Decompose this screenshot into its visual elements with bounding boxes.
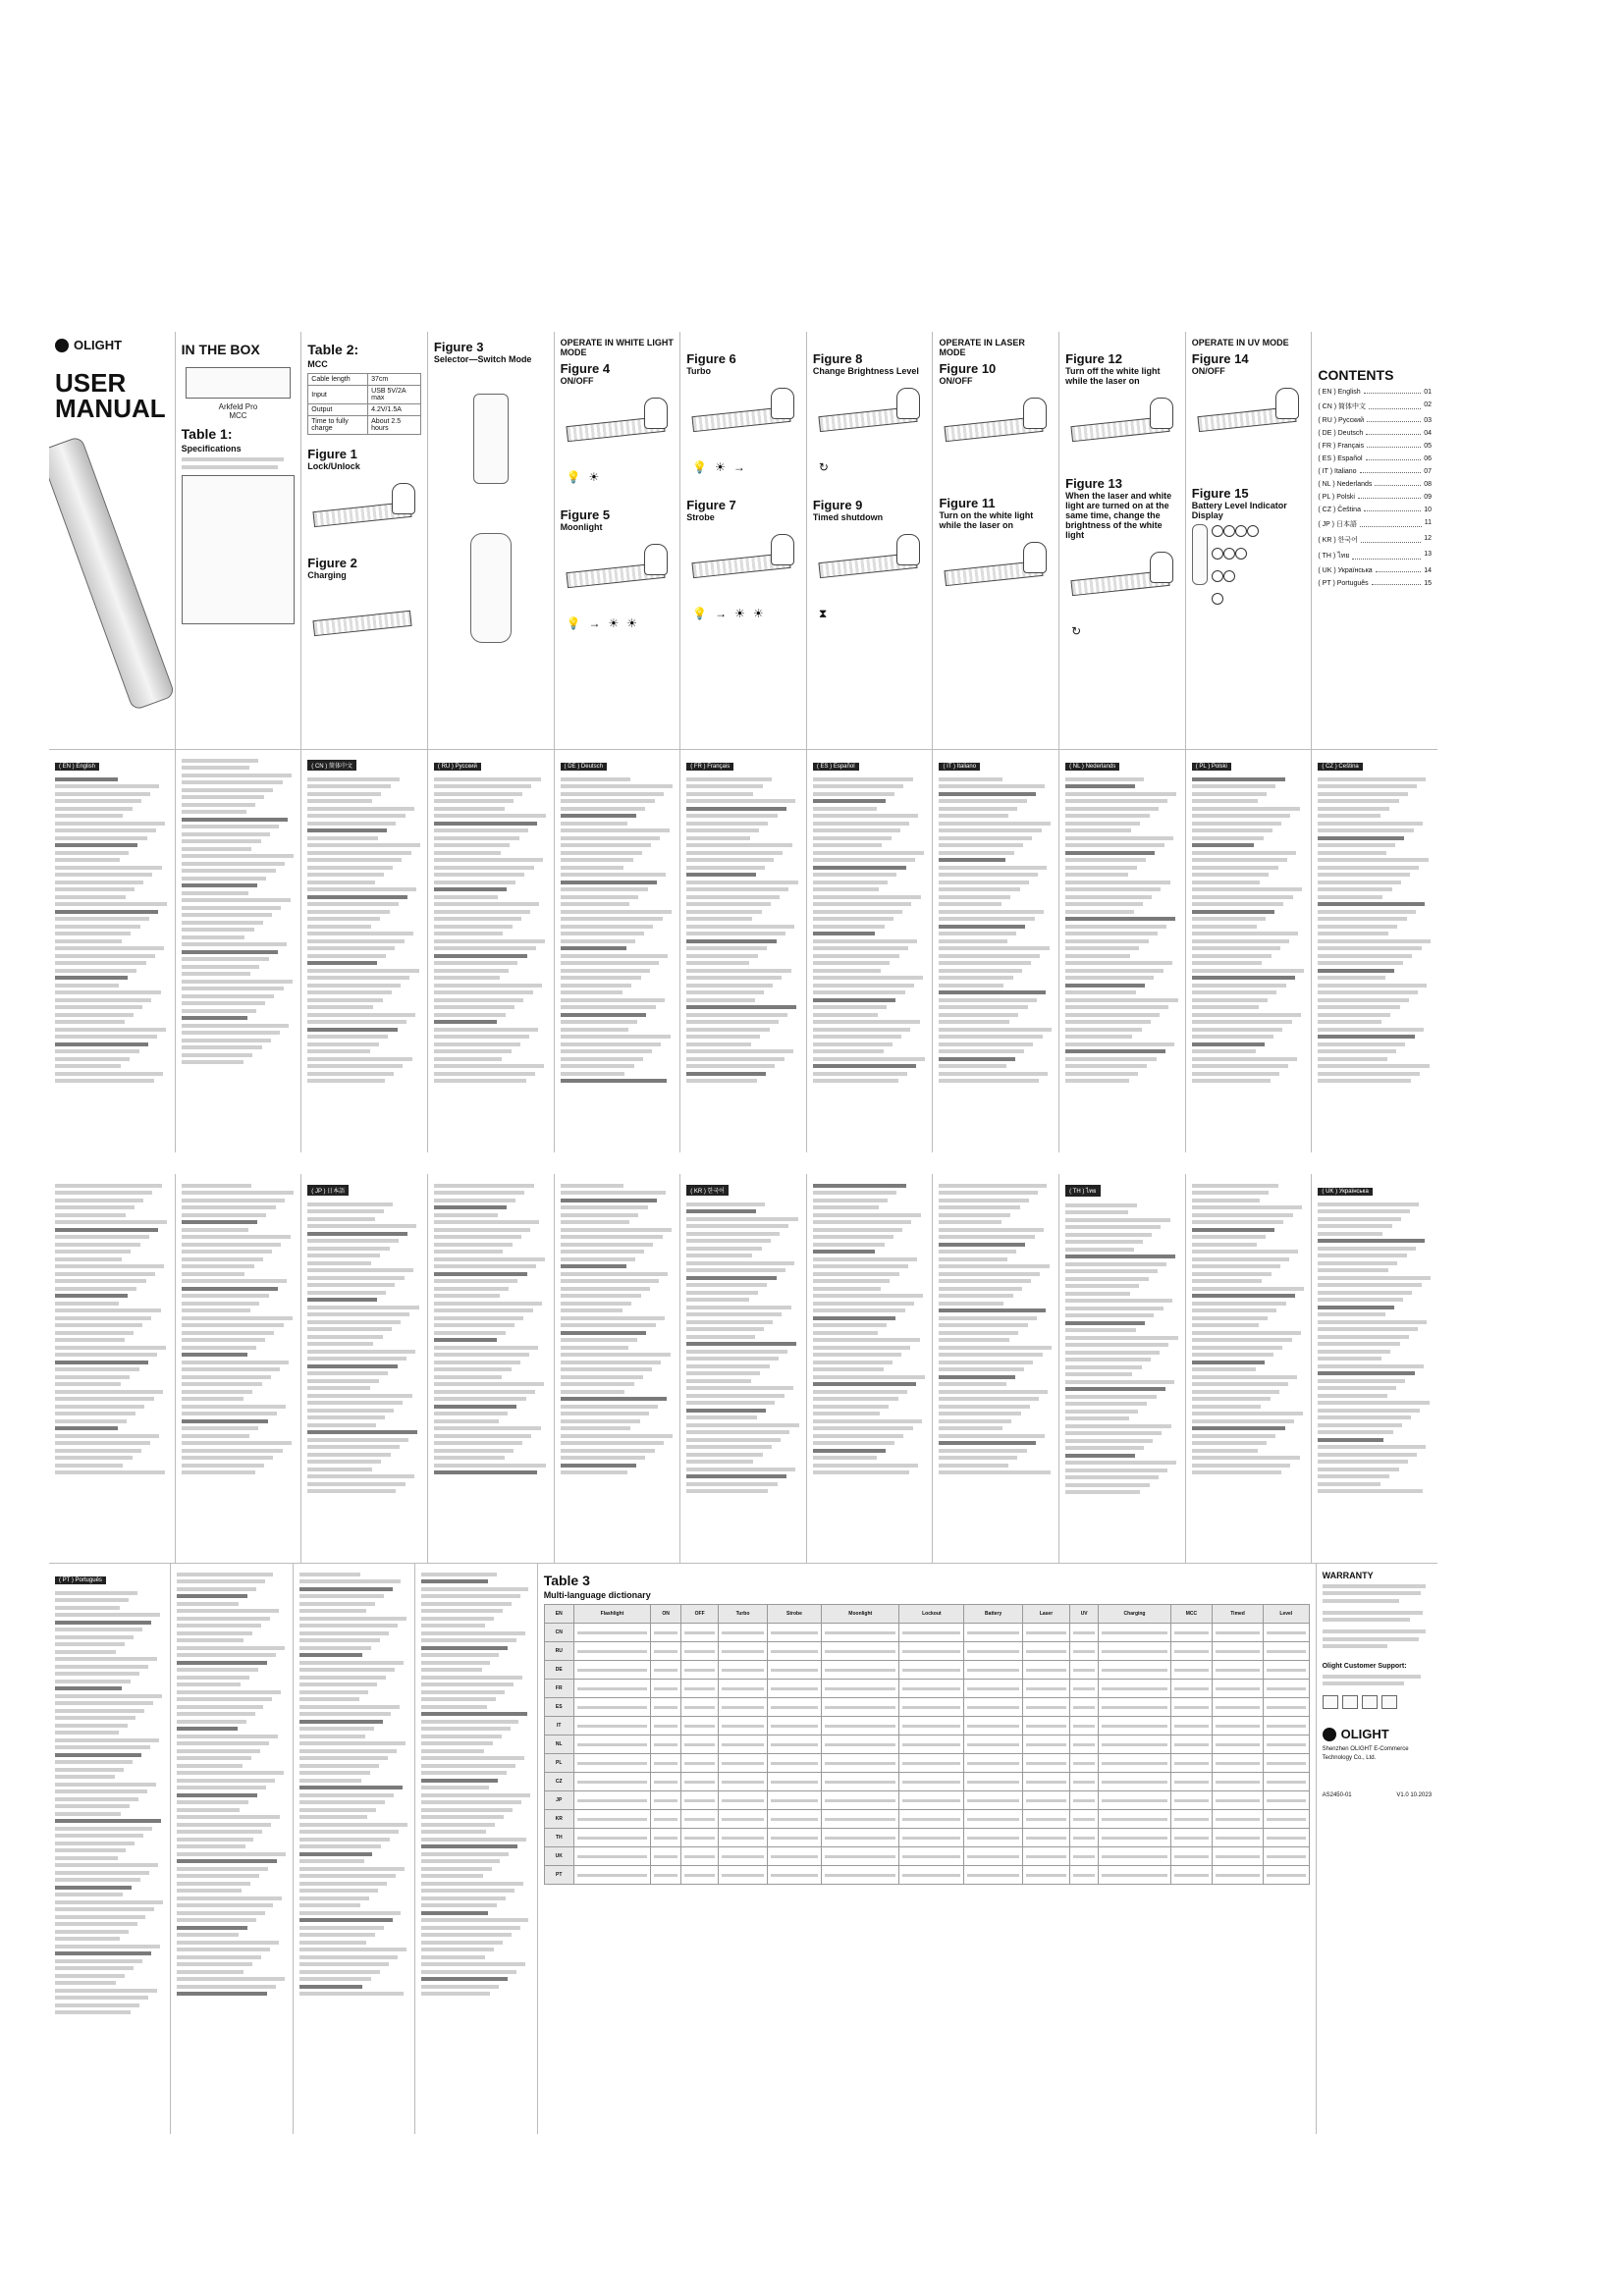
figure1-illustration xyxy=(307,479,421,548)
manual-sheet-front xyxy=(49,332,1437,1152)
language-tag: ( JP ) 日本語 xyxy=(307,1185,349,1196)
cover-panel xyxy=(49,332,176,749)
contents-item: ( TH ) ไทย 13 xyxy=(1318,551,1433,560)
figure-number: Figure 4 xyxy=(560,361,611,376)
brightness-cycle-icon: ↻ xyxy=(818,460,837,474)
section-heading: OPERATE IN UV MODE xyxy=(1191,338,1289,347)
language-tag: ( NL ) Nederlands xyxy=(1065,763,1119,771)
in-the-box-panel xyxy=(176,332,302,749)
support-title: Olight Customer Support: xyxy=(1322,1663,1407,1670)
body-text xyxy=(1065,777,1179,1084)
figure5-illustration xyxy=(561,540,675,609)
text-column xyxy=(933,749,1059,1152)
figure-number: Figure 9 xyxy=(812,498,863,512)
contents-item: ( PT ) Português 15 xyxy=(1318,580,1433,587)
figure3-panel xyxy=(428,332,555,749)
text-column xyxy=(1059,749,1186,1152)
contents-item: ( ES ) Español 06 xyxy=(1318,455,1433,462)
figure11-illustration xyxy=(939,538,1053,607)
table-row: NL xyxy=(544,1735,1309,1754)
text-column xyxy=(176,749,302,1152)
bulb-icon: 💡→☀☀ xyxy=(566,616,646,630)
language-tag: ( PL ) Polski xyxy=(1192,763,1231,771)
text-column xyxy=(680,749,807,1152)
figure9-illustration xyxy=(813,530,927,599)
selector-illustration xyxy=(473,394,509,484)
battery-indicator-diagram xyxy=(1192,524,1306,610)
body-text xyxy=(55,777,169,1084)
contents-title: CONTENTS xyxy=(1318,367,1394,383)
figure-caption: Moonlight xyxy=(560,522,603,532)
figure6-illustration xyxy=(686,384,800,453)
text-column xyxy=(301,1174,428,1563)
table-row: DE xyxy=(544,1661,1309,1680)
body-text xyxy=(434,1184,548,1475)
figure-number: Figure 5 xyxy=(560,507,611,522)
certification-icons xyxy=(1323,1695,1432,1709)
text-column xyxy=(176,1174,302,1563)
mcc-spec-table xyxy=(307,373,421,435)
figure7-illustration xyxy=(686,530,800,599)
body-text xyxy=(813,777,927,1084)
document-date: V1.0 10.2023 xyxy=(1396,1792,1433,1798)
uv-panel xyxy=(1186,332,1313,749)
language-tag: ( RU ) Русский xyxy=(434,763,481,771)
table-row: RU xyxy=(544,1642,1309,1661)
figure-number: Figure 1 xyxy=(307,447,357,461)
table3-title: Table 3 xyxy=(543,1573,590,1588)
language-tag: ( IT ) Italiano xyxy=(939,763,980,771)
body-text xyxy=(561,777,675,1084)
language-tag: ( UK ) Українська xyxy=(1318,1188,1372,1196)
table2-panel xyxy=(301,332,428,749)
cover-title: USER MANUAL xyxy=(55,368,166,423)
contents-item: ( FR ) Français 05 xyxy=(1318,443,1433,450)
figure-caption: Turbo xyxy=(686,366,712,376)
body-text xyxy=(307,777,421,1084)
body-text xyxy=(182,759,296,1065)
table-row: Input USB 5V/2A max xyxy=(308,386,421,404)
figure-caption: ON/OFF xyxy=(560,376,594,386)
language-tag: ( KR ) 한국어 xyxy=(686,1185,729,1196)
table-row: JP xyxy=(544,1791,1309,1810)
figure12-illustration xyxy=(1065,394,1179,462)
figure13-illustration xyxy=(1065,548,1179,616)
table-row: TH xyxy=(544,1829,1309,1847)
multi-language-dictionary-table xyxy=(544,1604,1310,1885)
body-text xyxy=(561,1184,675,1475)
manual-sheet-back xyxy=(49,1174,1437,2134)
olight-logo: OLIGHT xyxy=(55,338,169,352)
table1-title: Table 1: xyxy=(181,426,233,442)
figure-number: Figure 3 xyxy=(433,340,484,354)
figure-number: Figure 14 xyxy=(1191,351,1249,366)
warranty-panel xyxy=(1317,1563,1437,2134)
body-text xyxy=(1192,777,1306,1084)
figure-caption: Strobe xyxy=(686,512,715,522)
text-column xyxy=(428,749,555,1152)
figure-number: Figure 12 xyxy=(1065,351,1122,366)
body-text xyxy=(1192,1184,1306,1475)
body-text xyxy=(307,1202,421,1494)
brightness-panel xyxy=(807,332,934,749)
box-label-flashlight: Arkfeld Pro xyxy=(218,402,258,411)
body-text xyxy=(177,1573,286,1997)
contents-item: ( KR ) 한국어 12 xyxy=(1318,535,1433,544)
figure-number: Figure 10 xyxy=(939,361,997,376)
flashlight-illustration xyxy=(49,436,176,712)
recycle-icon xyxy=(1362,1695,1378,1709)
figure-caption: When the laser and white light are turned on at the same time, change the brightness of the white light xyxy=(1065,491,1172,540)
text-column xyxy=(555,1174,681,1563)
table-row: FR xyxy=(544,1680,1309,1698)
contents-item: ( RU ) Русский 03 xyxy=(1318,417,1433,424)
contents-item: ( DE ) Deutsch 04 xyxy=(1318,430,1433,437)
contents-item: ( CN ) 简体中文 02 xyxy=(1318,401,1433,410)
table-row: ES xyxy=(544,1698,1309,1717)
olight-logo-icon xyxy=(55,339,69,352)
language-tag: ( FR ) Français xyxy=(686,763,733,771)
figure-number: Figure 15 xyxy=(1191,486,1249,501)
language-tag: ( CN ) 简体中文 xyxy=(307,760,356,771)
table2-title: Table 2: xyxy=(307,342,359,357)
table3-subtitle: Multi-language dictionary xyxy=(543,1590,651,1600)
table-row: Cable length 37cm xyxy=(308,374,421,386)
cycle-icon: ↻ xyxy=(1071,624,1090,638)
body-text xyxy=(939,1184,1053,1475)
product-box-illustration xyxy=(186,367,292,399)
text-column xyxy=(49,1563,171,2134)
battery-icon xyxy=(1192,524,1208,585)
table-row: IT xyxy=(544,1717,1309,1735)
table-row: Output 4.2V/1.5A xyxy=(308,404,421,416)
section-heading: OPERATE IN LASER MODE xyxy=(939,338,1025,357)
language-tag: ( DE ) Deutsch xyxy=(561,763,607,771)
section-heading: OPERATE IN WHITE LIGHT MODE xyxy=(560,338,674,357)
company-name: Shenzhen OLIGHT E-Commerce Technology Co., Ltd. xyxy=(1322,1746,1409,1761)
selector-rotate-illustration xyxy=(470,533,512,643)
table-row: UK xyxy=(544,1847,1309,1866)
figure10-illustration xyxy=(939,394,1053,462)
figure-caption: Change Brightness Level xyxy=(812,366,919,376)
contents-item: ( NL ) Nederlands 08 xyxy=(1318,481,1433,488)
warranty-heading: WARRANTY xyxy=(1322,1571,1374,1580)
document-code: AS2450-01 xyxy=(1322,1792,1352,1798)
text-columns-bottom-upper xyxy=(49,1174,1437,1563)
language-tag: ( PT ) Português xyxy=(55,1576,106,1584)
text-column xyxy=(294,1563,415,2134)
body-text xyxy=(421,1573,530,1997)
table-header-row: EN Flashlight ON OFF Turbo Strobe Moonlight Lockout Battery Laser UV Charging MCC Timed Level xyxy=(544,1605,1309,1624)
figure-number: Figure 6 xyxy=(686,351,736,366)
text-column xyxy=(680,1174,807,1563)
specifications-diagram xyxy=(182,475,296,624)
figure-caption: ON/OFF xyxy=(1191,366,1225,376)
body-text xyxy=(1318,777,1432,1084)
body-text xyxy=(686,777,800,1084)
text-column xyxy=(933,1174,1059,1563)
timer-icon: ⧗ xyxy=(818,607,836,620)
body-text xyxy=(55,1591,164,2015)
figure-number: Figure 13 xyxy=(1065,476,1122,491)
text-column xyxy=(49,1174,176,1563)
bulb-icon: 💡☀→ xyxy=(692,460,753,474)
weee-bin-icon xyxy=(1381,1695,1397,1709)
figure-number: Figure 7 xyxy=(686,498,736,512)
body-text xyxy=(686,1202,800,1494)
contents-panel xyxy=(1312,332,1437,749)
warranty-body xyxy=(1323,1584,1432,1649)
olight-footer-logo: OLIGHT xyxy=(1323,1727,1432,1741)
text-column xyxy=(1312,1174,1437,1563)
laser-white-panel xyxy=(1059,332,1186,749)
body-text xyxy=(939,777,1053,1084)
contents-item: ( UK ) Українська 14 xyxy=(1318,567,1433,574)
figure4-illustration xyxy=(561,394,675,462)
figure-caption: Timed shutdown xyxy=(812,512,884,522)
table2-subtitle: MCC xyxy=(307,359,328,369)
text-column xyxy=(1059,1174,1186,1563)
text-column xyxy=(301,749,428,1152)
language-tag: ( EN ) English xyxy=(55,763,99,771)
body-text xyxy=(1065,1203,1179,1495)
language-tag: ( CZ ) Čeština xyxy=(1318,763,1362,771)
olight-logo-icon xyxy=(1323,1728,1336,1741)
contents-item: ( JP ) 日本語 11 xyxy=(1318,519,1433,528)
text-column xyxy=(415,1563,537,2134)
white-light-panel xyxy=(555,332,681,749)
text-column xyxy=(807,749,934,1152)
figure-caption: Battery Level Indicator Display xyxy=(1191,501,1287,520)
table3-panel xyxy=(538,1563,1317,2134)
text-column xyxy=(807,1174,934,1563)
body-text xyxy=(182,1184,296,1475)
table-row: Time to fully charge About 2.5 hours xyxy=(308,416,421,435)
text-column xyxy=(1186,749,1313,1152)
fcc-mark-icon xyxy=(1342,1695,1358,1709)
table-row: PT xyxy=(544,1866,1309,1885)
table-row: KR xyxy=(544,1810,1309,1829)
contents-item: ( IT ) Italiano 07 xyxy=(1318,468,1433,475)
laser-panel xyxy=(933,332,1059,749)
figure2-illustration xyxy=(307,588,421,657)
contents-item: ( PL ) Polski 09 xyxy=(1318,494,1433,501)
figure-caption: ON/OFF xyxy=(939,376,973,386)
figure-caption: Charging xyxy=(307,570,347,580)
table1-body xyxy=(182,457,296,624)
text-columns-top xyxy=(49,749,1437,1152)
body-text xyxy=(1318,1202,1432,1494)
bulb-icon: 💡☀ xyxy=(566,470,608,484)
figure8-illustration xyxy=(813,384,927,453)
figure-number: Figure 8 xyxy=(812,351,863,366)
language-tag: ( TH ) ไทย xyxy=(1065,1185,1100,1197)
ce-mark-icon xyxy=(1323,1695,1338,1709)
text-column xyxy=(1312,749,1437,1152)
body-text xyxy=(813,1184,927,1475)
text-column xyxy=(1186,1174,1313,1563)
table1-subtitle: Specifications xyxy=(181,444,242,454)
text-column xyxy=(49,749,176,1152)
in-the-box-heading: IN THE BOX xyxy=(181,342,260,357)
box-label-mcc: MCC xyxy=(229,411,247,420)
support-body xyxy=(1323,1675,1432,1686)
table-row: PL xyxy=(544,1754,1309,1773)
contents-item: ( CZ ) Čeština 10 xyxy=(1318,507,1433,513)
text-column xyxy=(555,749,681,1152)
bulb-icon: 💡→☀☀ xyxy=(692,607,772,620)
text-column xyxy=(171,1563,293,2134)
table-row: CZ xyxy=(544,1773,1309,1791)
body-text xyxy=(299,1573,408,1997)
figure14-illustration xyxy=(1192,384,1306,453)
figure-caption: Lock/Unlock xyxy=(307,461,360,471)
body-text xyxy=(434,777,548,1084)
contents-list xyxy=(1318,389,1432,587)
figure-number: Figure 11 xyxy=(939,496,996,510)
contents-item: ( EN ) English 01 xyxy=(1318,389,1433,396)
language-tag: ( ES ) Español xyxy=(813,763,859,771)
turbo-strobe-panel xyxy=(680,332,807,749)
figure-caption: Turn off the white light while the laser on xyxy=(1065,366,1161,386)
body-text xyxy=(55,1184,169,1475)
text-column xyxy=(428,1174,555,1563)
figure-number: Figure 2 xyxy=(307,556,357,570)
figure-caption: Turn on the white light while the laser on xyxy=(939,510,1034,530)
figure-caption: Selector—Switch Mode xyxy=(433,354,532,364)
table-row: CN xyxy=(544,1624,1309,1642)
